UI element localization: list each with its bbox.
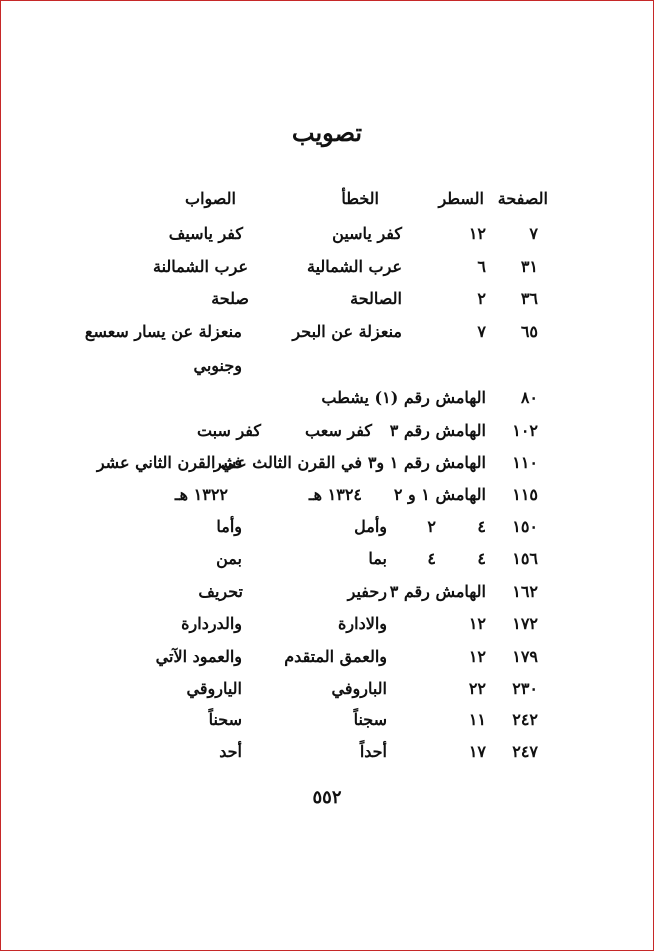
- row-right: والعمود الآتي: [155, 647, 242, 666]
- row-line: ٢٢: [468, 679, 486, 698]
- row-right: أحد: [219, 742, 242, 761]
- row-page: ٢٤٧: [512, 742, 538, 761]
- row-line: ١٢: [468, 614, 486, 633]
- row-wrong: ١٣٢٤ هـ: [308, 485, 362, 504]
- header-page: الصفحة: [497, 189, 548, 208]
- row-right: صلحة: [211, 289, 249, 308]
- row-right: عرب الشمالنة: [152, 257, 248, 276]
- row-page: ٣٦: [520, 289, 538, 308]
- row-right: وأما: [216, 517, 242, 536]
- row-wrong: الصالحة: [350, 289, 402, 308]
- row-wrong: الباروفي: [331, 679, 387, 698]
- row-page: ٦٥: [520, 322, 538, 341]
- row-mid: ٢: [427, 517, 436, 536]
- row-page: ١١٥: [512, 485, 538, 504]
- row-page: ١٥٦: [512, 549, 538, 568]
- row-line: ١٧: [468, 742, 486, 761]
- row-wrong: والعمق المتقدم: [284, 647, 387, 666]
- row-page: ٢٤٢: [512, 710, 538, 729]
- row-right: كفر سبت: [196, 421, 261, 440]
- row-wrong: وأمل: [354, 517, 387, 536]
- row-right: ١٣٢٢ هـ: [174, 485, 228, 504]
- row-right: الياروقي: [186, 679, 242, 698]
- row-page: ٢٣٠: [512, 679, 538, 698]
- row-line: ٤: [477, 517, 486, 536]
- header-right: الصواب: [185, 189, 236, 208]
- row-right: في القرن الثاني عشر: [96, 453, 242, 472]
- row-page: ١٦٢: [512, 582, 538, 601]
- row-wrong: عرب الشمالية: [306, 257, 402, 276]
- row-right-continuation: وجنوبي: [193, 356, 242, 375]
- header-wrong: الخطأ: [341, 189, 379, 208]
- row-wrong: كفر ياسين: [332, 224, 402, 243]
- row-line: ١٢: [468, 224, 486, 243]
- page-number: ٥٥٢: [312, 787, 342, 808]
- page-title: تصويب: [291, 118, 363, 147]
- row-line: ٢: [477, 289, 486, 308]
- header-line: السطر: [438, 189, 484, 208]
- row-line: الهامش رقم ١ و٣: [367, 453, 486, 472]
- row-line: الهامش رقم ٣: [389, 582, 486, 601]
- row-mid: ٤: [427, 549, 436, 568]
- row-wrong: كفر سعب: [305, 421, 372, 440]
- row-page: ١٧٢: [512, 614, 538, 633]
- row-wrong: منعزلة عن البحر: [292, 322, 402, 341]
- row-line: ٤: [477, 549, 486, 568]
- row-line: ٦: [477, 257, 486, 276]
- row-page: ٨٠: [520, 388, 538, 407]
- row-right: والدردارة: [181, 614, 242, 633]
- row-right: تحريف: [198, 582, 243, 601]
- row-page: ١١٠: [512, 453, 538, 472]
- row-right: سحناً: [208, 710, 242, 729]
- row-page: ١٥٠: [512, 517, 538, 536]
- row-line: الهامش رقم ٣: [389, 421, 486, 440]
- row-wrong: أحداً: [359, 742, 387, 761]
- row-wrong: سجناً: [353, 710, 387, 729]
- row-wrong: والادارة: [338, 614, 387, 633]
- row-line: ١١: [468, 710, 486, 729]
- row-page: ٣١: [520, 257, 538, 276]
- row-line: الهامش ١ و ٢: [393, 485, 486, 504]
- row-line: ٧: [477, 322, 486, 341]
- row-right: كفر ياسيف: [168, 224, 243, 243]
- row-wrong: رحفير: [347, 582, 387, 601]
- row-right: منعزلة عن يسار سعسع: [84, 322, 242, 341]
- row-span-note: الهامش رقم (١) يشطب: [321, 388, 486, 407]
- row-right: بمن: [216, 549, 242, 568]
- row-page: ٧: [529, 224, 538, 243]
- row-page: ١٧٩: [512, 647, 538, 666]
- row-wrong: في القرن الثالث عشر: [214, 453, 362, 472]
- row-line: ١٢: [468, 647, 486, 666]
- row-wrong: بما: [368, 549, 387, 568]
- row-page: ١٠٢: [512, 421, 538, 440]
